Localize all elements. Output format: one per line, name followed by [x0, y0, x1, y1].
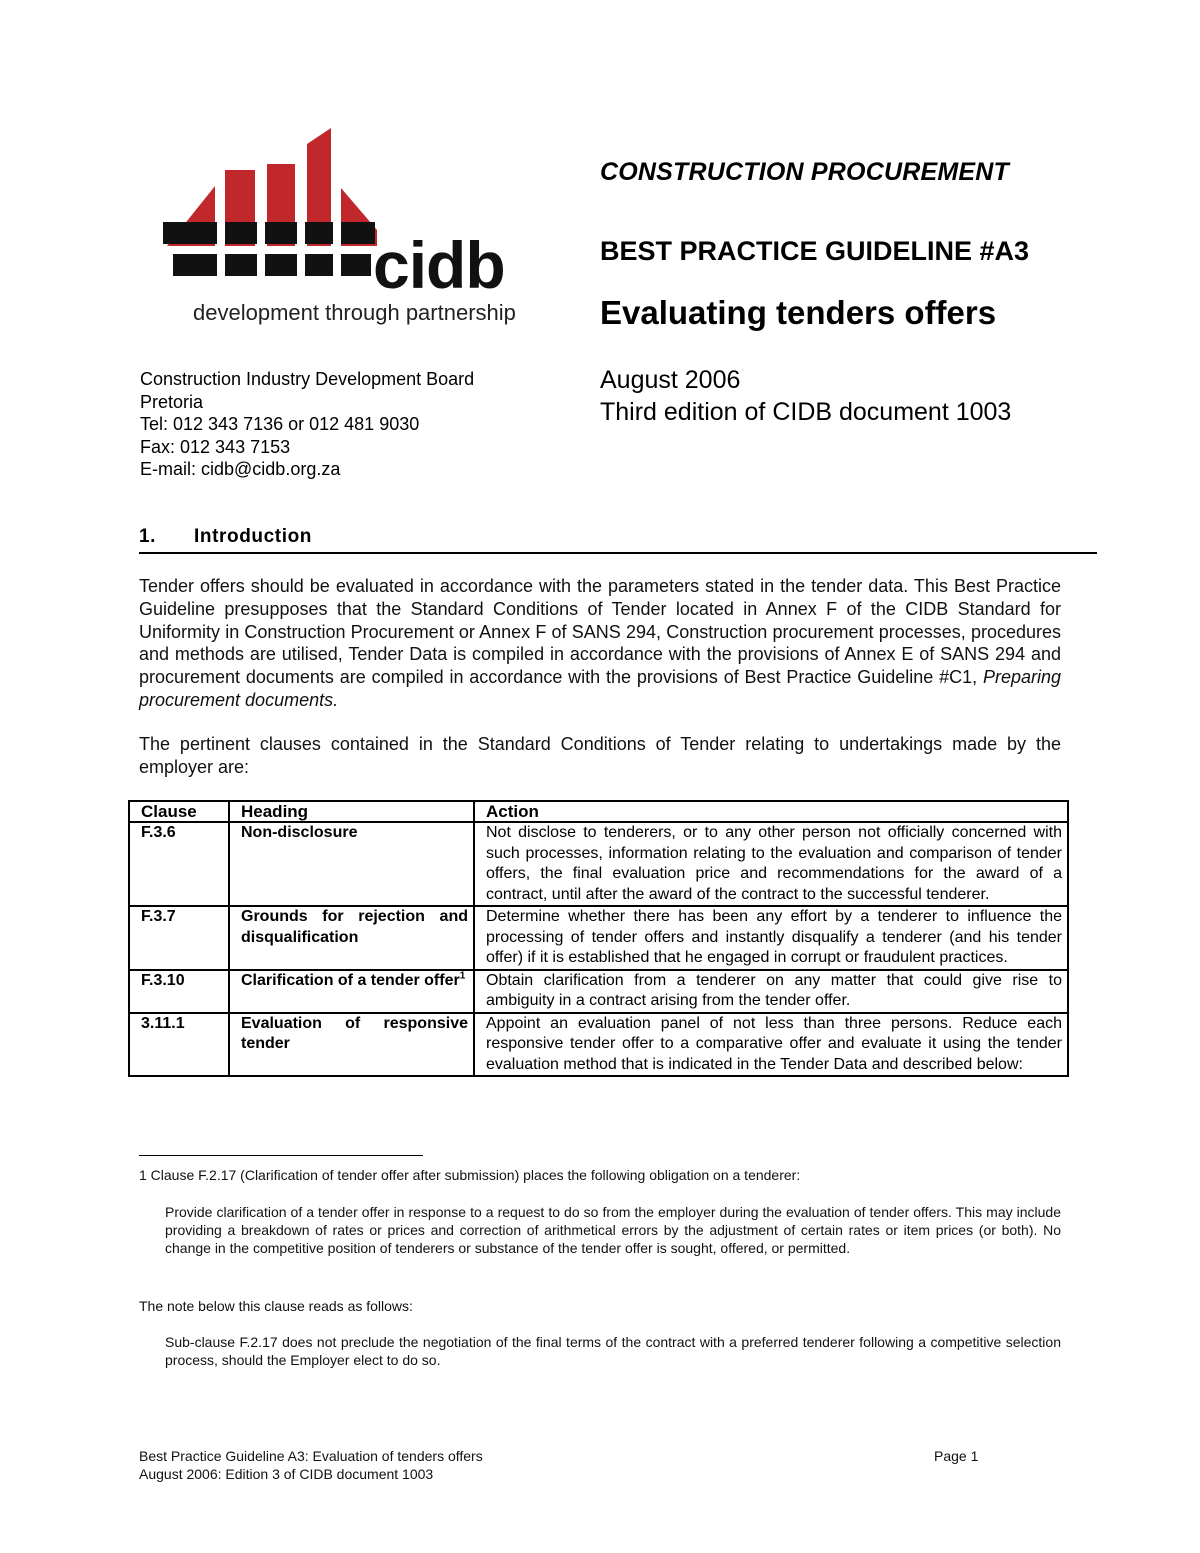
col-header-action: Action [474, 801, 1068, 822]
contact-city: Pretoria [140, 391, 204, 412]
document-date: August 2006 [600, 366, 741, 394]
cell-clause: F.3.10 [129, 970, 229, 1013]
contact-block [140, 368, 474, 481]
document-kicker: CONSTRUCTION PROCUREMENT [600, 158, 1009, 186]
cell-heading: Non-disclosure [229, 822, 474, 906]
cell-heading: Grounds for rejection and disqualification [229, 906, 474, 970]
cell-action: Appoint an evaluation panel of not less than three persons. Reduce each responsive tender offer to a comparative offer and evaluate it using the tender evaluation method that is indicated in the Tender Data and described below: [474, 1013, 1068, 1077]
intro-paragraph-2: The pertinent clauses contained in the Standard Conditions of Tender relating to undertakings made by the employer are: [139, 734, 1061, 777]
footnote-1: 1 Clause F.2.17 (Clarification of tender offer after submission) places the following obligation on a tenderer: [139, 1167, 801, 1183]
footer-line-1: Best Practice Guideline A3: Evaluation of tenders offers [139, 1448, 483, 1464]
col-header-heading: Heading [229, 801, 474, 822]
cell-clause: F.3.7 [129, 906, 229, 970]
cell-clause: F.3.6 [129, 822, 229, 906]
section-heading [139, 526, 1097, 554]
page-number: Page 1 [934, 1448, 979, 1464]
logo-black-bar-1 [163, 222, 375, 244]
table-row [129, 822, 1068, 906]
intro-paragraph-1-text: Tender offers should be evaluated in accordance with the parameters stated in the tender data. This Best Practice Guideline presupposes that the Standard Conditions of Tender located in Annex F of the CIDB Standard for Uniformity in Construction Procurement or Annex F of SANS 294, Construction procurement processes, procedures and methods are utilised, Tender Data is compiled in accordance with the provisions of Annex E of SANS 294 and procurement documents are compiled in accordance with the provisions of Best Practice Guideline #C1, [139, 576, 1061, 688]
footnote-separator [139, 1155, 423, 1156]
guideline-number: BEST PRACTICE GUIDELINE #A3 [600, 236, 1030, 266]
cell-heading [229, 970, 474, 1013]
logo-black-bar-2 [173, 254, 371, 276]
footer-line-2: August 2006: Edition 3 of CIDB document 1003 [139, 1466, 434, 1482]
table-row [129, 970, 1068, 1013]
footnote-note: The note below this clause reads as follows: [139, 1298, 413, 1314]
table-row [129, 906, 1068, 970]
cell-heading: Evaluation of responsive tender [229, 1013, 474, 1077]
section-number: 1. [139, 526, 157, 547]
section-title: Introduction [194, 526, 313, 547]
document-title: Evaluating tenders offers [600, 294, 997, 331]
intro-paragraph-1-italic: Preparing procurement documents. [139, 667, 1061, 710]
col-header-clause: Clause [129, 801, 229, 822]
table-header-row [129, 801, 1068, 822]
cell-heading-text: Clarification of a tender offer [241, 971, 460, 989]
clauses-table [128, 800, 1069, 1077]
logo-tagline: development through partnership [193, 300, 516, 325]
cell-action: Not disclose to tenderers, or to any other person not officially concerned with such processes, information relating to the evaluation and comparison of tender offers, the final evaluation price and recommendations for the award of a contract, until after the award of the contract to the successful tenderer. [474, 822, 1068, 906]
cell-action: Determine whether there has been any effort by a tenderer to influence the processing of tender offers and instantly disqualify a tenderer (and his tender offer) if it is established that he engaged in corrupt or fraudulent practices. [474, 906, 1068, 970]
table-row [129, 1013, 1068, 1077]
contact-org: Construction Industry Development Board [140, 369, 475, 389]
document-edition: Third edition of CIDB document 1003 [600, 398, 1012, 426]
footnote-quote-2: Sub-clause F.2.17 does not preclude the negotiation of the final terms of the contract with a preferred tenderer following a competitive selection process, should the Employer elect to do so. [165, 1334, 1061, 1368]
intro-paragraph-1 [139, 575, 1061, 712]
contact-email[interactable]: E-mail: cidb@cidb.org.za [140, 459, 341, 479]
footnote-ref[interactable]: 1 [459, 970, 466, 982]
cell-clause: 3.11.1 [129, 1013, 229, 1077]
contact-fax: Fax: 012 343 7153 [140, 436, 291, 457]
logo-wordmark: cidb [373, 228, 505, 302]
contact-tel: Tel: 012 343 7136 or 012 481 9030 [140, 414, 420, 434]
footnote-quote-1: Provide clarification of a tender offer in response to a request to do so from the employer during the evaluation of tender offers. This may include providing a breakdown of rates or prices and correction of arithmetical errors by the adjustment of certain rates or item prices (or both). No change in the competitive position of tenderers or substance of the tender offer is sought, offered, or permitted. [165, 1204, 1061, 1256]
cell-action: Obtain clarification from a tenderer on any matter that could give rise to ambiguity in a contract arising from the tender offer. [474, 970, 1068, 1013]
